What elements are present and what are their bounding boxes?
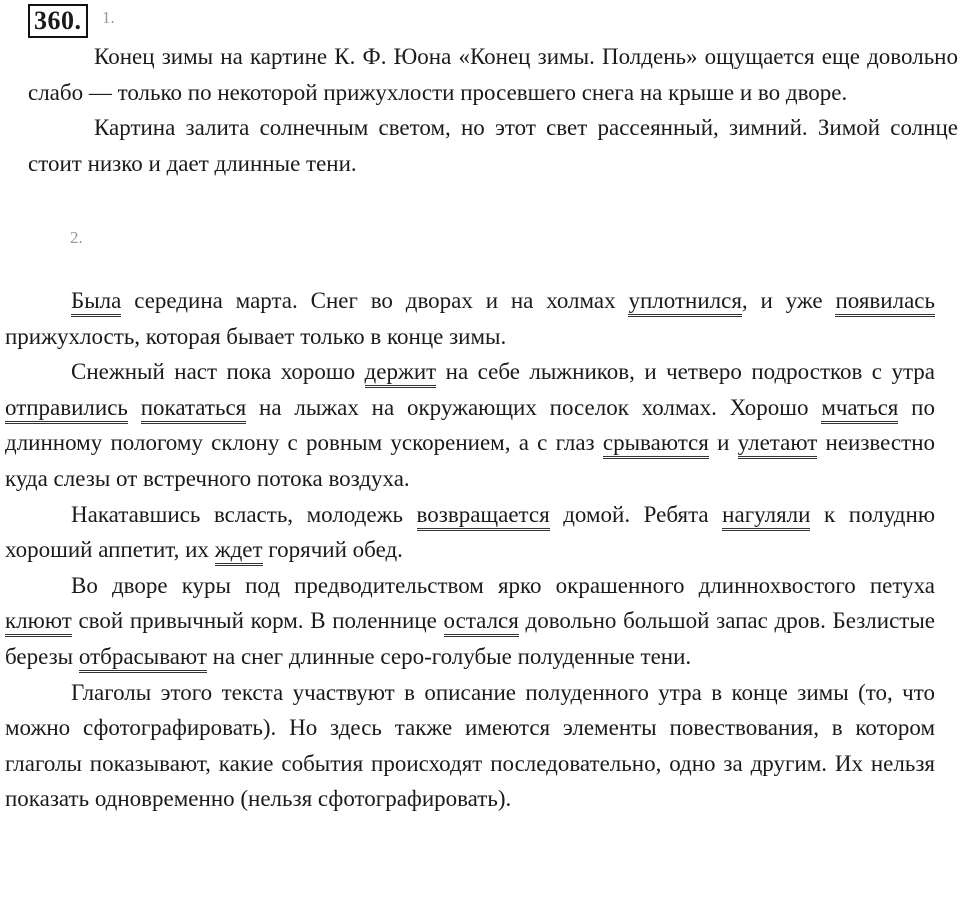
text-segment: и — [708, 430, 738, 456]
paragraph — [5, 675, 935, 817]
underlined-verb: покататься — [141, 395, 247, 424]
underlined-verb: отправились — [5, 395, 128, 424]
paragraph — [5, 354, 935, 496]
text-segment: на себе лыжников, и четверо подростков с утра — [436, 359, 935, 385]
part-two-text — [5, 283, 935, 817]
text-segment: Конец зимы на картине К. Ф. Юона «Конец зимы. Полдень» ощущается еще довольно слабо — только по некоторой прижухлости просевшего снега на крыше и во дворе. — [28, 44, 958, 105]
underlined-verb: Была — [71, 288, 121, 317]
text-segment: к полудню хороший аппетит, их — [5, 501, 935, 563]
text-segment: Снежный наст пока хорошо — [71, 359, 365, 385]
paragraph — [5, 497, 935, 568]
text-segment: Картина залита солнечным светом, но этот свет рассеянный, зимний. Зимой солнце стоит низко и дает длинные тени. — [28, 115, 958, 176]
underlined-verb: улетают — [738, 430, 818, 459]
text-segment — [128, 395, 141, 420]
underlined-verb: держит — [365, 359, 437, 388]
underlined-verb: срываются — [603, 430, 709, 459]
underlined-verb: клюют — [5, 608, 72, 637]
text-segment: Накатавшись всласть, молодежь — [71, 501, 417, 527]
underlined-verb: отбрасывают — [79, 644, 207, 673]
text-segment: по длинному пологому склону с ровным ускорением, а с глаз — [5, 394, 935, 456]
text-segment: на лыжах на окружающих поселок холмах. Хорошо — [246, 394, 822, 420]
part-two-label: 2. — [70, 228, 83, 247]
underlined-verb: ждет — [215, 537, 263, 566]
text-segment: неизвестно куда слезы от встречного потока воздуха. — [5, 430, 936, 491]
underlined-verb: нагуляли — [722, 502, 810, 531]
text-segment: , и уже — [741, 288, 836, 313]
text-segment: свой привычный корм. В поленнице — [71, 608, 444, 634]
underlined-verb: остался — [444, 608, 519, 637]
paragraph — [5, 568, 935, 675]
underlined-verb: уплотнился — [628, 288, 741, 317]
text-segment: Глаголы этого текста участвуют в описание полуденного утра в конце зимы (то, что можно сфотографировать). Но здесь также имеются элементы повествования, в котором глаголы показывают, какие события происходят последовательно, одно за другим. Их нельзя показать одновременно (нельзя сфотографировать). — [5, 679, 935, 812]
underlined-verb: мчаться — [821, 395, 898, 424]
paragraph — [5, 283, 935, 354]
part-one-text — [28, 39, 958, 181]
text-segment: прижухлость, которая бывает только в конце зимы. — [5, 323, 507, 349]
underlined-verb: возвращается — [417, 502, 550, 531]
underlined-verb: появилась — [835, 288, 935, 317]
text-segment: на снег длинные серо-голубые полуденные тени. — [206, 643, 692, 669]
text-segment: домой. Ребята — [549, 501, 723, 527]
text-segment: довольно большой запас дров. Безлистые березы — [5, 608, 935, 669]
part-one-label: 1. — [102, 8, 115, 27]
text-segment: середина марта. Снег во дворах и на холмах — [121, 288, 629, 313]
paragraph — [28, 39, 958, 110]
exercise-number: 360. — [28, 4, 88, 38]
text-segment: горячий обед. — [262, 537, 403, 563]
paragraph — [28, 110, 958, 181]
text-segment: Во дворе куры под предводительством ярко окрашенного длиннохвостого петуха — [71, 572, 935, 598]
